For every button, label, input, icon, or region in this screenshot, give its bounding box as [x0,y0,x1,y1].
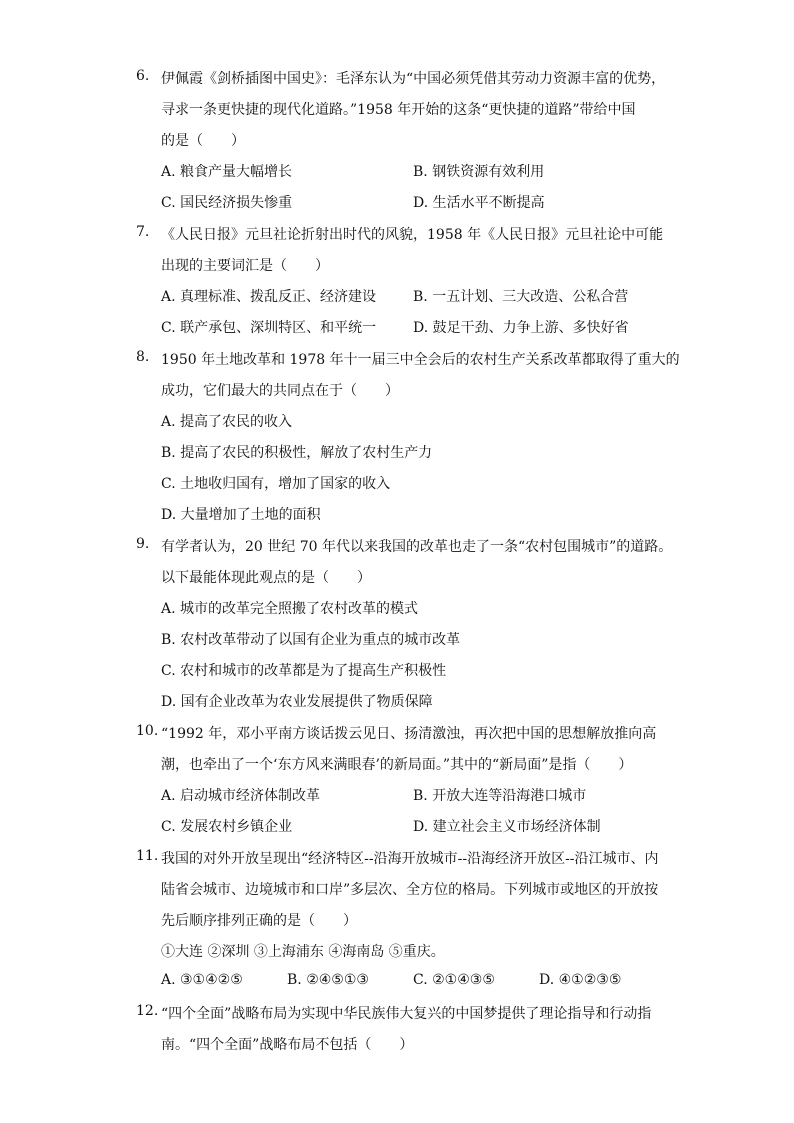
question-text-line: 伊佩霞《剑桥插图中国史》：毛泽东认为“中国必须凭借其劳动力资源丰富的优势， [161,71,666,87]
question-number: 11. [136,848,159,864]
question-text-line: 出现的主要词汇是（ ） [161,258,329,274]
question-text-line: 先后顺序排列正确的是（ ） [161,913,357,929]
option-b[interactable]: B. 农村改革带动了以国有企业为重点的城市改革 [161,632,461,648]
question-text-line: 有学者认为，20 世纪 70 年代以来我国的改革也走了一条“农村包围城市”的道路。 [161,539,673,555]
option-c[interactable]: C. 发展农村乡镇企业 [161,819,293,835]
option-b[interactable]: B. 一五计划、三大改造、公私合营 [413,289,629,305]
question-number: 10. [136,723,159,739]
option-c[interactable]: C. 国民经济损失惨重 [161,195,293,211]
question-number: 7. [136,224,150,240]
question-text-line: 成功，它们最大的共同点在于（ ） [161,383,399,399]
question-text-line: ①大连 ②深圳 ③上海浦东 ④海南岛 ⑤重庆。 [161,944,445,960]
option-c[interactable]: C. ②①④③⑤ [413,972,495,988]
option-d[interactable]: D. 大量增加了土地的面积 [161,507,321,523]
question-number: 12. [136,1003,159,1019]
option-b[interactable]: B. 提高了农民的积极性，解放了农村生产力 [161,445,433,461]
option-c[interactable]: C. 联产承包、深圳特区、和平统一 [161,320,377,336]
question-number: 8. [136,349,150,365]
option-c[interactable]: C. 土地收归国有，增加了国家的收入 [161,476,391,492]
option-a[interactable]: A. ③①④②⑤ [161,972,243,988]
question-number: 9. [136,536,150,552]
question-text-line: 的是（ ） [161,133,245,149]
question-text-line: 以下最能体现此观点的是（ ） [161,570,371,586]
question-text-line: 我国的对外开放呈现出“经济特区--沿海开放城市--沿海经济开放区--沿江城市、内 [161,851,659,867]
option-a[interactable]: A. 启动城市经济体制改革 [161,788,321,804]
question-text-line: 《人民日报》元旦社论折射出时代的风貌，1958 年《人民日报》元旦社论中可能 [161,227,664,243]
option-b[interactable]: B. ②④⑤①③ [287,972,369,988]
question-text-line: 寻求一条更快捷的现代化道路。”1958 年开始的这条“更快捷的道路”带给中国 [161,102,636,118]
question-text-line: “四个全面”战略布局为实现中华民族伟大复兴的中国梦提供了理论指导和行动指 [161,1006,652,1022]
question-text-line: “1992 年，邓小平南方谈话拨云见日、扬清激浊，再次把中国的思想解放推向高 [161,726,657,742]
question-number: 6. [136,68,150,84]
option-a[interactable]: A. 真理标准、拨乱反正、经济建设 [161,289,377,305]
option-d[interactable]: D. 国有企业改革为农业发展提供了物质保障 [161,694,433,710]
question-text-line: 1950 年土地改革和 1978 年十一届三中全会后的农村生产关系改革都取得了重大的 [161,352,680,368]
option-b[interactable]: B. 钢铁资源有效利用 [413,164,545,180]
option-d[interactable]: D. ④①②③⑤ [539,972,622,988]
option-d[interactable]: D. 建立社会主义市场经济体制 [413,819,601,835]
option-a[interactable]: A. 城市的改革完全照搬了农村改革的模式 [161,601,419,617]
option-b[interactable]: B. 开放大连等沿海港口城市 [413,788,587,804]
question-text-line: 潮，也牵出了一个‘东方风来满眼春’的新局面。”其中的“新局面”是指（ ） [161,757,633,773]
option-a[interactable]: A. 提高了农民的收入 [161,414,293,430]
question-text-line: 南。“四个全面”战略布局不包括（ ） [161,1037,414,1053]
option-d[interactable]: D. 鼓足干劲、力争上游、多快好省 [413,320,629,336]
question-text-line: 陆省会城市、边境城市和口岸”多层次、全方位的格局。下列城市或地区的开放按 [161,882,659,898]
option-a[interactable]: A. 粮食产量大幅增长 [161,164,293,180]
option-d[interactable]: D. 生活水平不断提高 [413,195,545,211]
option-c[interactable]: C. 农村和城市的改革都是为了提高生产积极性 [161,663,447,679]
